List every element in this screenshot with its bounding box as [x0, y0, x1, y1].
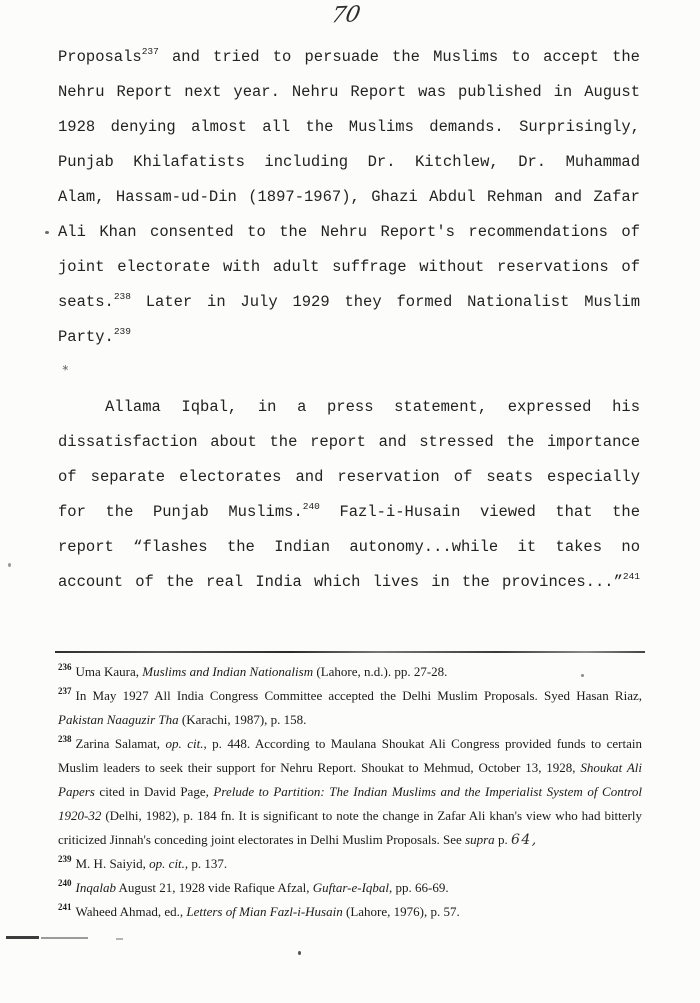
text-run: Fazl-i-Husain viewed that the [319, 503, 641, 521]
scan-artifact-dot [581, 674, 584, 677]
scan-artifact-dash [6, 936, 39, 939]
text-run: op. cit. [149, 856, 185, 871]
text-run: for the Punjab Muslims. [58, 503, 303, 521]
footnote-number: 238 [58, 733, 72, 744]
body-line [58, 530, 640, 565]
footnote [58, 876, 642, 900]
text-run: Party. [58, 328, 114, 346]
scan-artifact-dot [8, 563, 11, 567]
body-line [58, 565, 640, 600]
text-run: August 21, 1928 vide Rafique Afzal, [115, 880, 313, 895]
text-run: In May 1927 All India Congress Committee accepted the Delhi Muslim Proposals. Syed Hasan Riaz, [75, 688, 642, 703]
text-run: (Delhi, 1982), p. 184 fn. It is significant to note the change in Zafar Ali khan's view who had bitterly criticized Jinnah's conceding joint electorates in Delhi Muslim Proposals. See [58, 808, 642, 847]
text-run: joint electorate with adult suffrage without reservations of [58, 258, 640, 276]
footnote-ref: 238 [113, 290, 131, 302]
text-run: report “flashes the Indian autonomy...while it takes no [58, 538, 640, 556]
text-run: , pp. 66-69. [389, 880, 449, 895]
body-line [58, 180, 640, 215]
text-run: Alam, Hassam-ud-Din (1897-1967), Ghazi Abdul Rehman and Zafar [58, 188, 640, 206]
footnote-separator [55, 651, 645, 653]
text-run: Later in July 1929 they formed Nationalist Muslim [130, 293, 640, 311]
footnote-ref: 241 [622, 570, 640, 582]
text-run: of separate electorates and reservation of seats especially [58, 468, 640, 486]
text-run: Guftar-e-Iqbal [312, 880, 390, 895]
text-run: Allama Iqbal, in a press statement, expressed his [105, 398, 640, 416]
body-line [58, 215, 640, 250]
body-line [58, 40, 640, 75]
body-line [58, 495, 640, 530]
body-line [58, 250, 640, 285]
text-run: 1928 denying almost all the Muslims demands. Surprisingly, [58, 118, 640, 136]
text-run: Muslims and Indian Nationalism [142, 664, 314, 679]
scan-artifact-dot [45, 231, 49, 234]
footnote-ref: 240 [302, 500, 320, 512]
body-line [58, 145, 640, 180]
footnote [58, 732, 642, 852]
text-run: dissatisfaction about the report and stressed the importance [58, 433, 640, 451]
text-run: seats. [58, 293, 114, 311]
footnotes-section [58, 660, 642, 924]
footnote-number: 239 [58, 853, 72, 864]
footnote-number: 240 [58, 877, 72, 888]
text-run: (Karachi, 1987), p. 158. [178, 712, 307, 727]
text-run: account of the real India which lives in the provinces...” [58, 573, 623, 591]
text-run: Zarina Salamat, [75, 736, 166, 751]
footnote-number: 236 [58, 661, 72, 672]
text-run: M. H. Saiyid, [75, 856, 150, 871]
text-run: Uma Kaura, [75, 664, 143, 679]
text-run: Pakistan Naaguzir Tha [58, 712, 179, 727]
footnote-ref: 239 [113, 325, 131, 337]
body-line [58, 285, 640, 320]
scan-artifact-dash [116, 938, 123, 940]
body-line [58, 390, 640, 425]
footnote [58, 684, 642, 732]
body-line [58, 320, 640, 355]
body-line [58, 110, 640, 145]
text-run: , p. 137. [184, 856, 228, 871]
text-run: Waheed Ahmad, ed., [75, 904, 187, 919]
body-line [58, 425, 640, 460]
text-run: p. [494, 832, 511, 847]
body-line [58, 75, 640, 110]
body-line [58, 460, 640, 495]
scan-artifact-dot [298, 951, 301, 955]
page-number: 70 [329, 2, 363, 29]
text-run: Inqalab [75, 880, 116, 895]
handwritten-text: 64, [510, 832, 538, 848]
body-paragraph [58, 390, 640, 600]
text-run: supra [465, 832, 495, 847]
body-paragraph [58, 40, 640, 355]
text-run: op. cit. [165, 736, 204, 751]
text-run: , p. 448. According to Maulana Shoukat Ali Congress provided funds to certain Muslim leaders to seek their support for Nehru Report. Shoukat to Mehmud, October 13, 1928, [58, 736, 642, 775]
footnote-number: 241 [58, 901, 72, 912]
text-run: Prelude to Partition: The Indian Muslims and the Imperialist System of Control 1920-32 [58, 784, 642, 823]
text-run: Proposals [58, 48, 142, 66]
text-run: Nehru Report next year. Nehru Report was published in August [58, 83, 640, 101]
footnote-ref: 237 [141, 45, 159, 57]
text-run: (Lahore, n.d.). pp. 27-28. [313, 664, 448, 679]
text-run: Shoukat Ali Papers [58, 760, 643, 799]
text-run: (Lahore, 1976), p. 57. [342, 904, 460, 919]
text-run: and tried to persuade the Muslims to accept the [158, 48, 640, 66]
text-run: cited in David Page, [94, 784, 214, 799]
footnote [58, 900, 642, 924]
scan-artifact-dash [41, 937, 88, 939]
body-text [58, 40, 640, 600]
text-run: Punjab Khilafatists including Dr. Kitchlew, Dr. Muhammad [58, 153, 640, 171]
footnote-number: 237 [58, 685, 72, 696]
footnote [58, 660, 642, 684]
text-run: Letters of Mian Fazl-i-Husain [186, 904, 343, 919]
footnote [58, 852, 642, 876]
text-run: Ali Khan consented to the Nehru Report's recommendations of [58, 223, 640, 241]
scan-artifact-mark: * [61, 362, 69, 378]
